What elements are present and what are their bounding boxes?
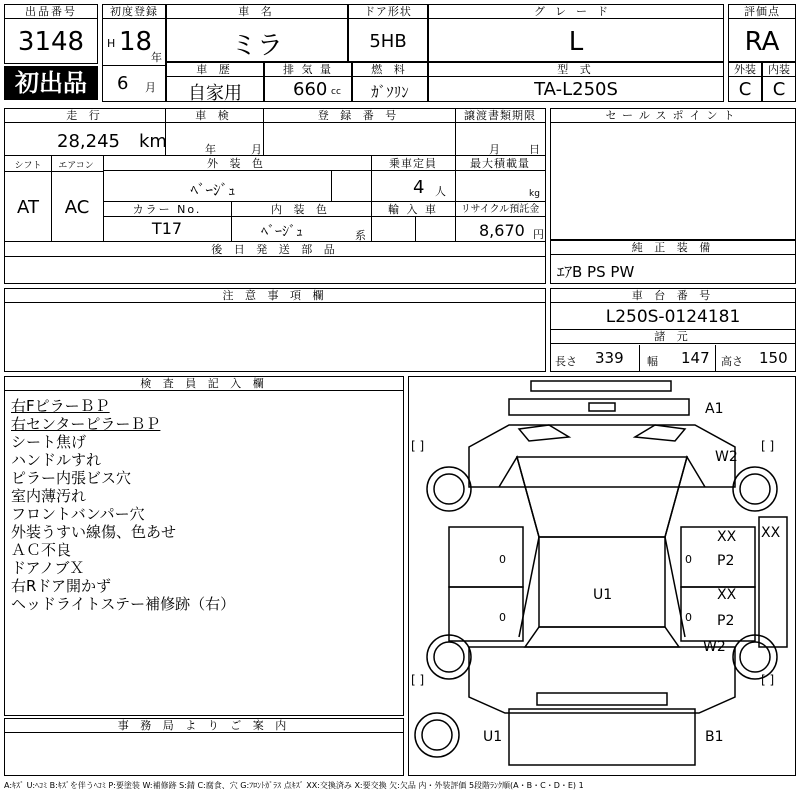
rear-body-outline bbox=[469, 647, 735, 713]
car-diagram bbox=[408, 376, 796, 776]
history-box bbox=[166, 62, 264, 102]
front-bumper bbox=[509, 399, 689, 415]
chassis-label: 車 台 番 号 bbox=[551, 289, 795, 303]
sales-point-label: セールスポイント bbox=[551, 109, 795, 123]
damage-xx-rear-door: XX bbox=[717, 587, 737, 603]
rear-bumper-upper bbox=[537, 693, 667, 705]
bracket-left-top: [ ] bbox=[411, 439, 425, 453]
displacement-unit: cc bbox=[331, 87, 341, 97]
load-label: 最大積載量 bbox=[455, 157, 545, 171]
inspector-note: 外装うすい線傷、色あせ bbox=[11, 523, 177, 541]
bracket-right-rear: [ ] bbox=[761, 673, 775, 687]
interior-score-box bbox=[762, 62, 796, 102]
inspector-note: シート焦げ bbox=[11, 433, 87, 451]
plate-label: 登 録 番 号 bbox=[263, 109, 455, 123]
color-no-label: カラー No. bbox=[103, 203, 231, 217]
equipment-value: ｴｱB PS PW bbox=[557, 263, 635, 281]
inspection-label: 車 検 bbox=[165, 109, 263, 123]
exterior-label: 外装 bbox=[729, 63, 761, 77]
inspection-month-unit: 月 bbox=[251, 143, 262, 156]
capacity-unit: 人 bbox=[435, 185, 446, 198]
left-front-door bbox=[449, 527, 523, 587]
registration-year: 18 bbox=[119, 27, 153, 57]
left-a-pillar bbox=[499, 457, 539, 637]
rear-left-hub bbox=[434, 642, 464, 672]
rear-window bbox=[525, 627, 679, 647]
fuel-value: ｶﾞｿﾘﾝ bbox=[371, 83, 409, 101]
bracket-left-rear: [ ] bbox=[411, 673, 425, 687]
rear-right-hub bbox=[740, 642, 770, 672]
model-box bbox=[428, 62, 724, 102]
legend-text: A:ｷｽﾞ U:ﾍｺﾐ B:ｷｽﾞを伴うﾍｺﾐ P:要塗装 W:補修跡 S:錆 C:腐食、穴 G:ﾌﾛﾝﾄｶﾞﾗｽ 点ｷｽﾞ XX:交換済み X:要交換 欠:欠品 内・外装評価 5段階ﾗﾝｸ順(A・B・C・D・E) 1 bbox=[4, 781, 584, 790]
divider bbox=[455, 109, 456, 155]
inspector-note: ドアノブＸ bbox=[11, 559, 85, 577]
recycle-label: リサイクル預託金 bbox=[455, 203, 545, 217]
lot-number-label: 出品番号 bbox=[5, 5, 97, 19]
year-unit: 年 bbox=[151, 51, 162, 64]
door-label: ドア形状 bbox=[349, 5, 427, 19]
import-label: 輸 入 車 bbox=[371, 203, 455, 217]
damage-w2-top: W2 bbox=[715, 449, 738, 465]
headlight-left bbox=[519, 425, 569, 441]
recycle-unit: 円 bbox=[533, 228, 544, 241]
grade-box bbox=[428, 4, 724, 62]
fuel-label: 燃 料 bbox=[353, 63, 427, 77]
mileage-label: 走 行 bbox=[5, 109, 165, 123]
damage-xx-front-door: XX bbox=[717, 529, 737, 545]
bracket-right-top: [ ] bbox=[761, 439, 775, 453]
history-label: 車 歴 bbox=[167, 63, 263, 77]
interior-color-label: 内 装 色 bbox=[231, 203, 371, 217]
inspector-note: 右Rドア開かず bbox=[11, 577, 111, 595]
exterior-color-label: 外 装 色 bbox=[103, 157, 371, 171]
interior-value: C bbox=[772, 79, 786, 100]
inspector-note: ＡＣ不良 bbox=[11, 541, 72, 559]
divider bbox=[415, 216, 416, 241]
mileage-value: 28,245 bbox=[57, 131, 120, 152]
rear-bumper bbox=[509, 709, 695, 765]
car-name-box bbox=[166, 4, 348, 62]
score-box bbox=[728, 4, 796, 62]
front-hood-outline bbox=[469, 425, 735, 487]
inspector-label: 検 査 員 記 入 欄 bbox=[5, 377, 403, 391]
chassis-value: L250S-0124181 bbox=[605, 307, 741, 327]
equipment-label: 純 正 装 備 bbox=[551, 241, 795, 255]
displacement-box bbox=[264, 62, 352, 102]
ac-value: AC bbox=[64, 197, 90, 218]
spare-wheel-hub bbox=[422, 720, 452, 750]
inspector-note: 室内薄汚れ bbox=[11, 487, 87, 505]
divider bbox=[455, 155, 456, 241]
fuel-box bbox=[352, 62, 428, 102]
first-registration-label: 初度登録 bbox=[103, 5, 165, 19]
door-value: 5HB bbox=[369, 31, 407, 52]
office-info-label: 事 務 局 よ り ご 案 内 bbox=[5, 719, 403, 733]
front-bumper-top bbox=[531, 381, 671, 391]
inspector-notes bbox=[11, 397, 401, 613]
front-right-hub bbox=[740, 474, 770, 504]
lot-number-value: 3148 bbox=[17, 27, 85, 57]
divider bbox=[5, 155, 545, 156]
equipment-box bbox=[550, 240, 796, 284]
inspector-note: 右FピラーＢＰ bbox=[11, 397, 110, 415]
transfer-day-unit: 日 bbox=[529, 143, 540, 156]
load-unit: kg bbox=[529, 189, 540, 199]
car-name-value: ミラ bbox=[230, 31, 283, 61]
height-value: 150 bbox=[759, 349, 788, 367]
inspector-note: ハンドルすれ bbox=[11, 451, 102, 469]
divider bbox=[331, 171, 332, 201]
ac-label: エアコン bbox=[58, 161, 94, 171]
divider bbox=[103, 201, 545, 202]
inspector-note: フロントバンパー穴 bbox=[11, 505, 145, 523]
inspector-note: ヘッドライトステー補修跡（右） bbox=[11, 595, 236, 613]
divider bbox=[263, 109, 264, 155]
spec-table bbox=[4, 108, 546, 284]
length-label: 長さ bbox=[555, 355, 577, 368]
windshield bbox=[517, 457, 687, 537]
mileage-unit: km bbox=[139, 131, 167, 152]
notes-label: 注 意 事 項 欄 bbox=[5, 289, 545, 303]
inspection-year-unit: 年 bbox=[205, 143, 216, 156]
score-value: RA bbox=[744, 27, 780, 57]
left-rear-door bbox=[449, 587, 523, 641]
damage-zero-right-rear: 0 bbox=[685, 611, 692, 624]
first-listing-badge: 初出品 bbox=[4, 66, 98, 100]
divider bbox=[5, 241, 545, 242]
exterior-value: C bbox=[738, 79, 752, 100]
car-name-label: 車 名 bbox=[167, 5, 347, 19]
divider bbox=[371, 155, 372, 241]
shift-label: シフト bbox=[14, 161, 42, 171]
headlight-right bbox=[635, 425, 685, 441]
damage-xx-side: XX bbox=[761, 525, 781, 541]
model-label: 型 式 bbox=[429, 63, 723, 77]
notes-box bbox=[4, 288, 546, 372]
later-parts-label: 後 日 発 送 部 品 bbox=[5, 243, 545, 257]
damage-zero-left-rear: 0 bbox=[499, 611, 506, 624]
displacement-value: 660 bbox=[293, 79, 328, 100]
divider bbox=[715, 345, 716, 371]
damage-zero-right-front: 0 bbox=[685, 553, 692, 566]
capacity-value: 4 bbox=[413, 177, 425, 198]
displacement-label: 排 気 量 bbox=[265, 63, 351, 77]
exterior-score-box bbox=[728, 62, 762, 102]
interior-label: 内装 bbox=[763, 63, 795, 77]
inspector-note: ピラー内張ビス穴 bbox=[11, 469, 132, 487]
divider bbox=[5, 171, 103, 172]
width-value: 147 bbox=[681, 349, 710, 367]
grade-value: L bbox=[568, 27, 584, 57]
month-unit: 月 bbox=[145, 81, 156, 94]
model-value: TA-L250S bbox=[534, 79, 618, 100]
divider bbox=[103, 65, 165, 66]
transfer-month-unit: 月 bbox=[489, 143, 500, 156]
chassis-box bbox=[550, 288, 796, 372]
divider bbox=[639, 345, 640, 371]
damage-a1: A1 bbox=[705, 401, 724, 417]
car-outline-diagram bbox=[409, 377, 795, 775]
score-label: 評価点 bbox=[729, 5, 795, 19]
history-value: 自家用 bbox=[188, 83, 242, 104]
damage-p2-rear-door: P2 bbox=[717, 613, 735, 629]
lot-number-box bbox=[4, 4, 98, 64]
exterior-color-value: ﾍﾞｰｼﾞｭ bbox=[190, 181, 236, 199]
front-left-hub bbox=[434, 474, 464, 504]
door-box bbox=[348, 4, 428, 62]
registration-era: H bbox=[107, 37, 116, 50]
sales-point-box bbox=[550, 108, 796, 240]
damage-b1-rear: B1 bbox=[705, 729, 724, 745]
damage-zero-left-front: 0 bbox=[499, 553, 506, 566]
width-label: 幅 bbox=[647, 355, 658, 368]
damage-u1-roof: U1 bbox=[593, 587, 613, 603]
roof bbox=[539, 537, 665, 627]
transfer-label: 譲渡書類期限 bbox=[455, 109, 545, 123]
damage-p2-front-door: P2 bbox=[717, 553, 735, 569]
right-a-pillar bbox=[665, 457, 705, 637]
interior-color-suffix: 系 bbox=[355, 229, 366, 242]
inspector-box bbox=[4, 376, 404, 716]
length-value: 339 bbox=[595, 349, 624, 367]
first-registration-box bbox=[102, 4, 166, 102]
interior-color-value: ﾍﾞｰｼﾞｭ bbox=[261, 224, 303, 240]
specs-label: 諸 元 bbox=[551, 330, 795, 344]
shift-value: AT bbox=[17, 197, 39, 218]
recycle-value: 8,670 bbox=[479, 221, 525, 240]
registration-month: 6 bbox=[117, 73, 129, 94]
grade-label: グレード bbox=[429, 5, 723, 19]
front-bumper-marker bbox=[589, 403, 615, 411]
capacity-label: 乗車定員 bbox=[371, 157, 455, 171]
inspector-note: 右センターピラーＢＰ bbox=[11, 415, 161, 433]
color-no-value: T17 bbox=[151, 219, 183, 238]
office-info-box bbox=[4, 718, 404, 776]
damage-w2-rear: W2 bbox=[703, 639, 726, 655]
height-label: 高さ bbox=[721, 355, 743, 368]
damage-u1-rear: U1 bbox=[483, 729, 503, 745]
